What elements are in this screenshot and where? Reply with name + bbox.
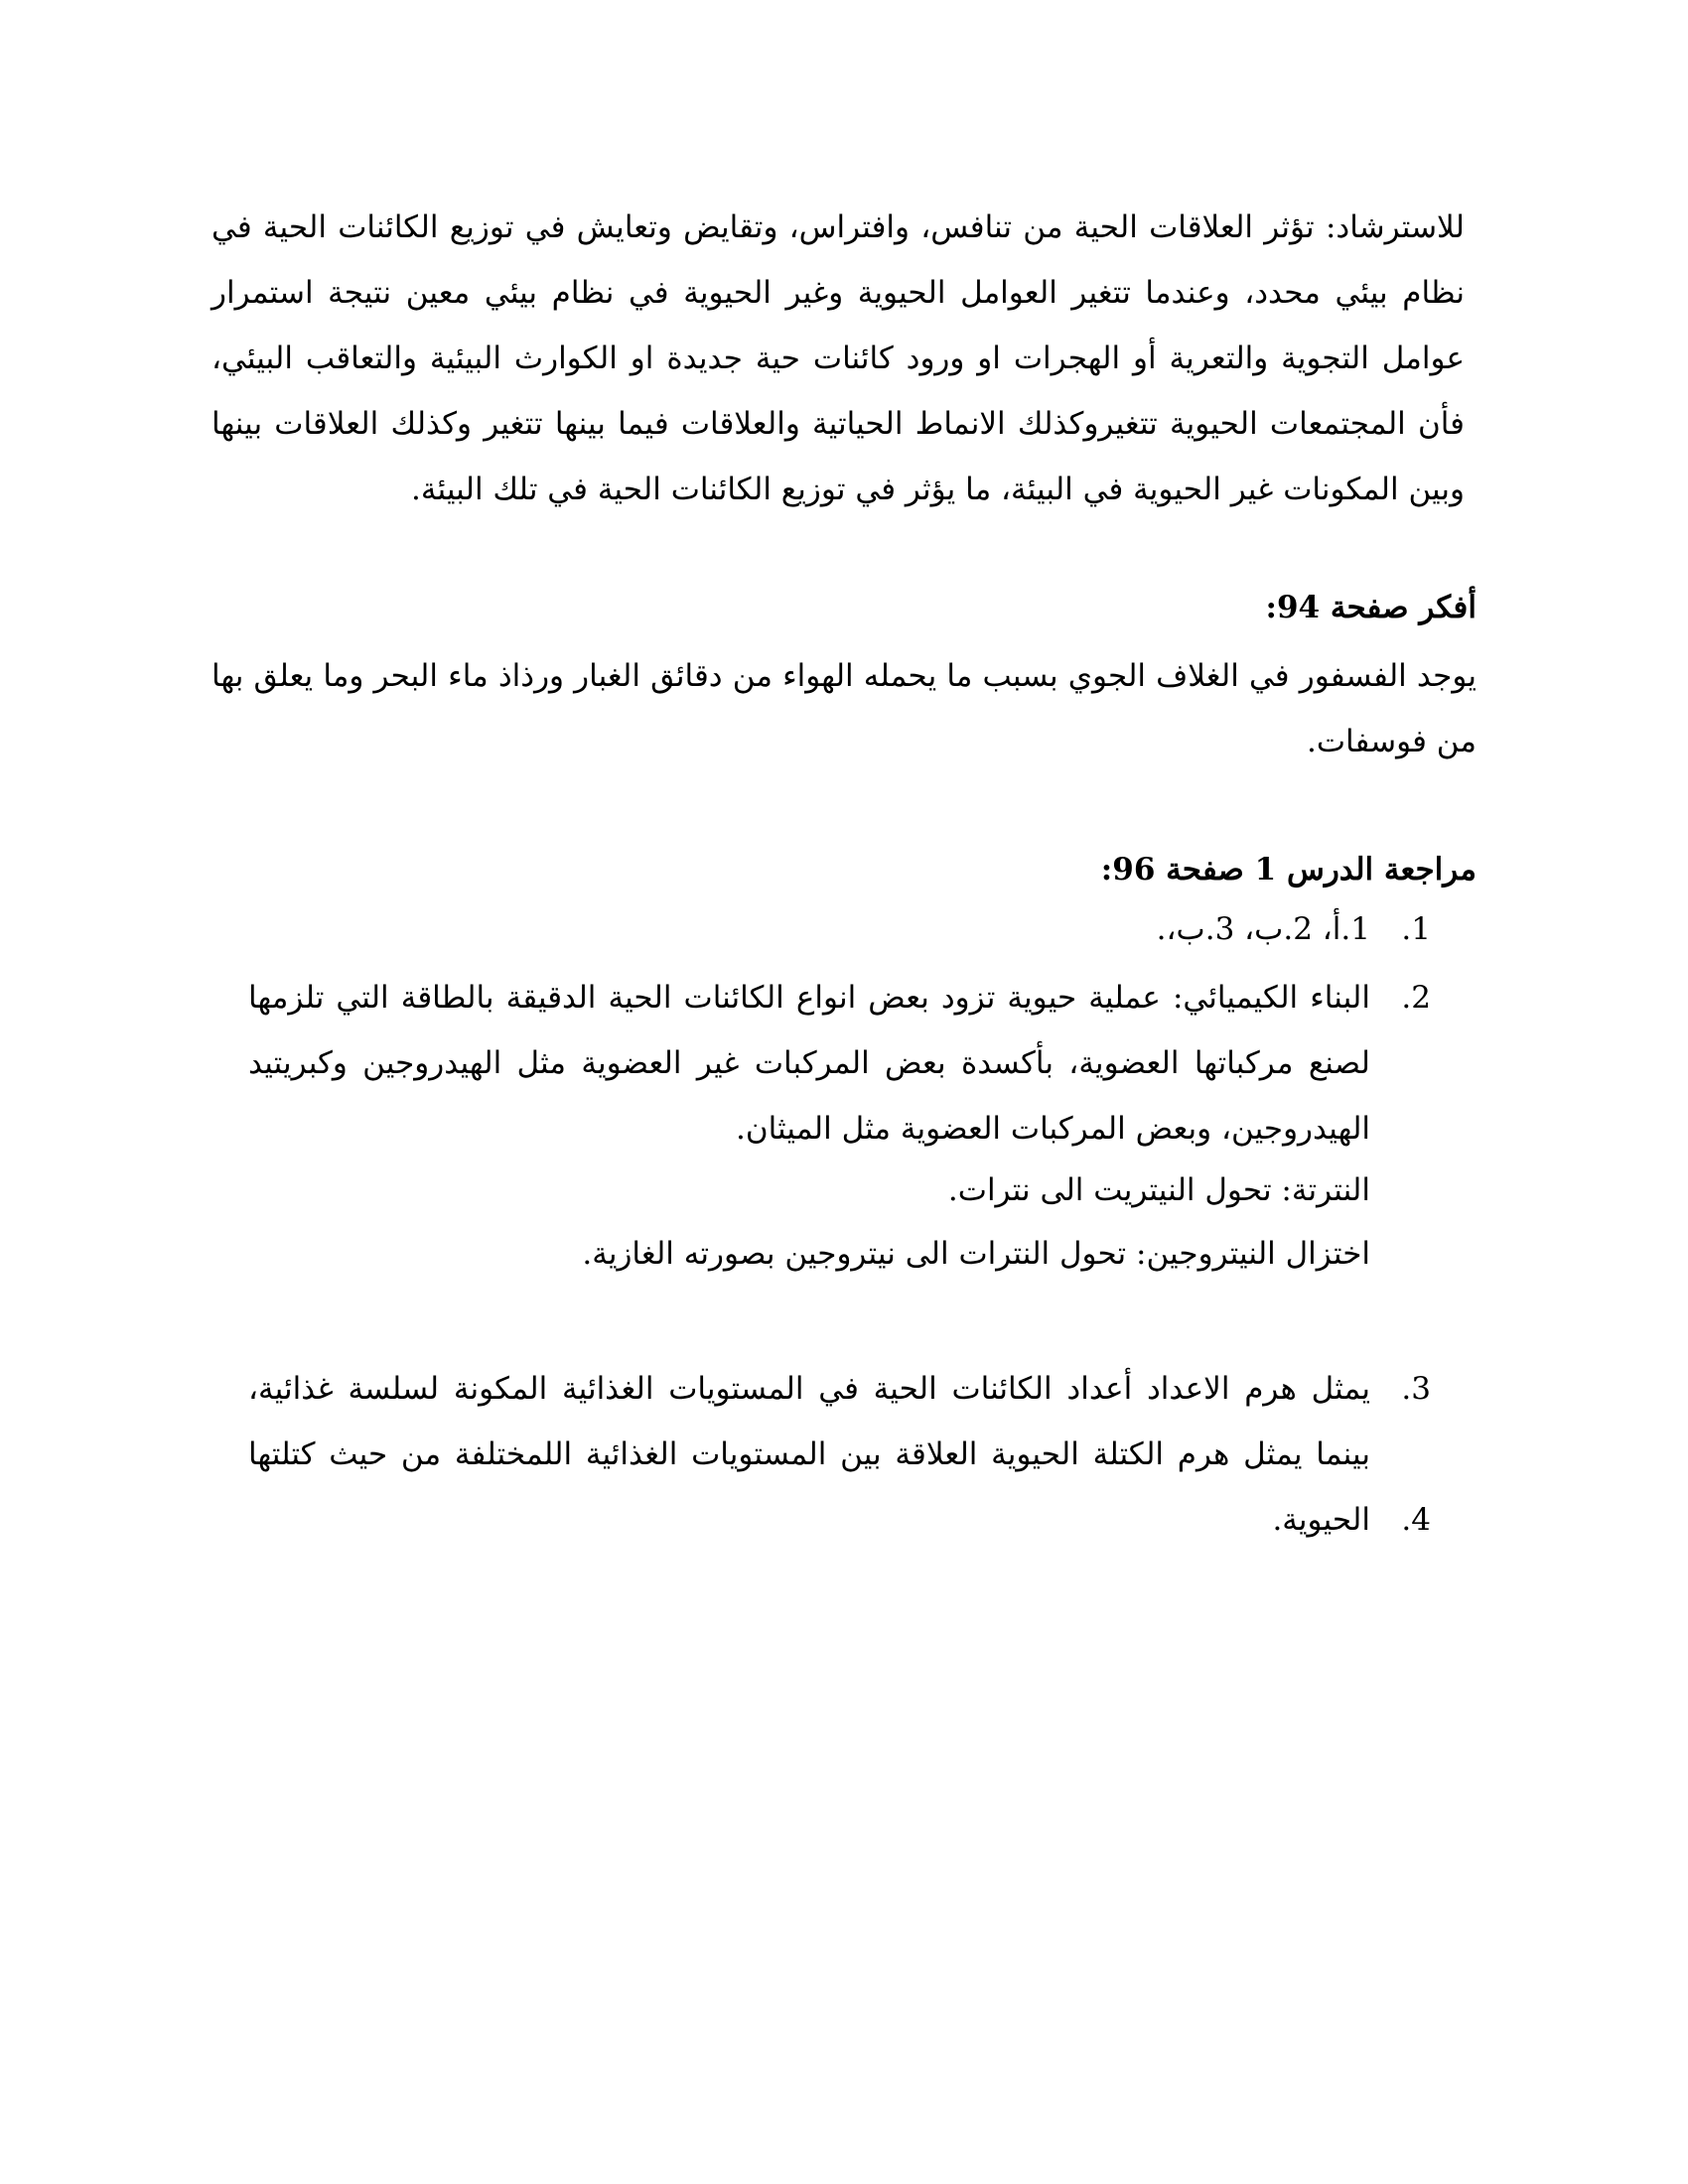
think-paragraph: يوجد الفسفور في الغلاف الجوي بسبب ما يحمله الهواء من دقائق الغبار ورذاذ ماء البحر وما يعلق بها من فوسفات. bbox=[211, 658, 1477, 759]
review-item-number: 2. bbox=[1401, 980, 1431, 1016]
review-item-3-text: يمثل هرم الاعداد أعداد الكائنات الحية في المستويات الغذائية المكونة لسلسة غذائية، بينما يمثل هرم الكتلة الحيوية العلاقة بين المستويات الغذائية اللمختلفة من حيث كتلتها الحيوية. bbox=[248, 1371, 1370, 1538]
review-item-2-denitrification: اختزال النيتروجين: تحول النترات الى نيتروجين بصورته الغازية. bbox=[582, 1236, 1370, 1272]
review-item-2-text: البناء الكيميائي: عملية حيوية تزود بعض انواع الكائنات الحية الدقيقة بالطاقة التي تلزمها لصنع مركباتها العضوية، بأكسدة بعض المركبات غير العضوية مثل الهيدروجين وكبريتيد الهيدروجين، وبعض المركبات العضوية مثل الميثان. bbox=[248, 980, 1370, 1147]
review-item-number: 4. bbox=[1401, 1502, 1431, 1538]
review-heading: مراجعة الدرس 1 صفحة 96: bbox=[1100, 852, 1477, 887]
review-item-number: 3. bbox=[1401, 1371, 1431, 1407]
think-heading: أفكر صفحة 94: bbox=[1265, 590, 1477, 625]
review-item-number: 1. bbox=[1401, 911, 1431, 947]
review-item-1-text: 1.أ، 2.ب، 3.ب،. bbox=[1156, 911, 1370, 947]
review-item-2-nitrification: النترتة: تحول النيتريت الى نترات. bbox=[947, 1172, 1370, 1208]
intro-paragraph: للاسترشاد: تؤثر العلاقات الحية من تنافس، وافتراس، وتقايض وتعايش في توزيع الكائنات الحية في نظام بيئي محدد، وعندما تتغير العوامل الحيوية وغير الحيوية في نظام بيئي معين نتيجة استمرار عوامل التجوية والتعرية أو الهجرات او ورود كائنات حية جديدة او الكوارث البيئية والتعاقب البيئي، فأن المجتمعات الحيوية تتغيروكذلك الانماط الحياتية والعلاقات فيما بينها تتغير وكذلك العلاقات بينها وبين المكونات غير الحيوية في البيئة، ما يؤثر في توزيع الكائنات الحية في تلك البيئة. bbox=[211, 209, 1465, 507]
